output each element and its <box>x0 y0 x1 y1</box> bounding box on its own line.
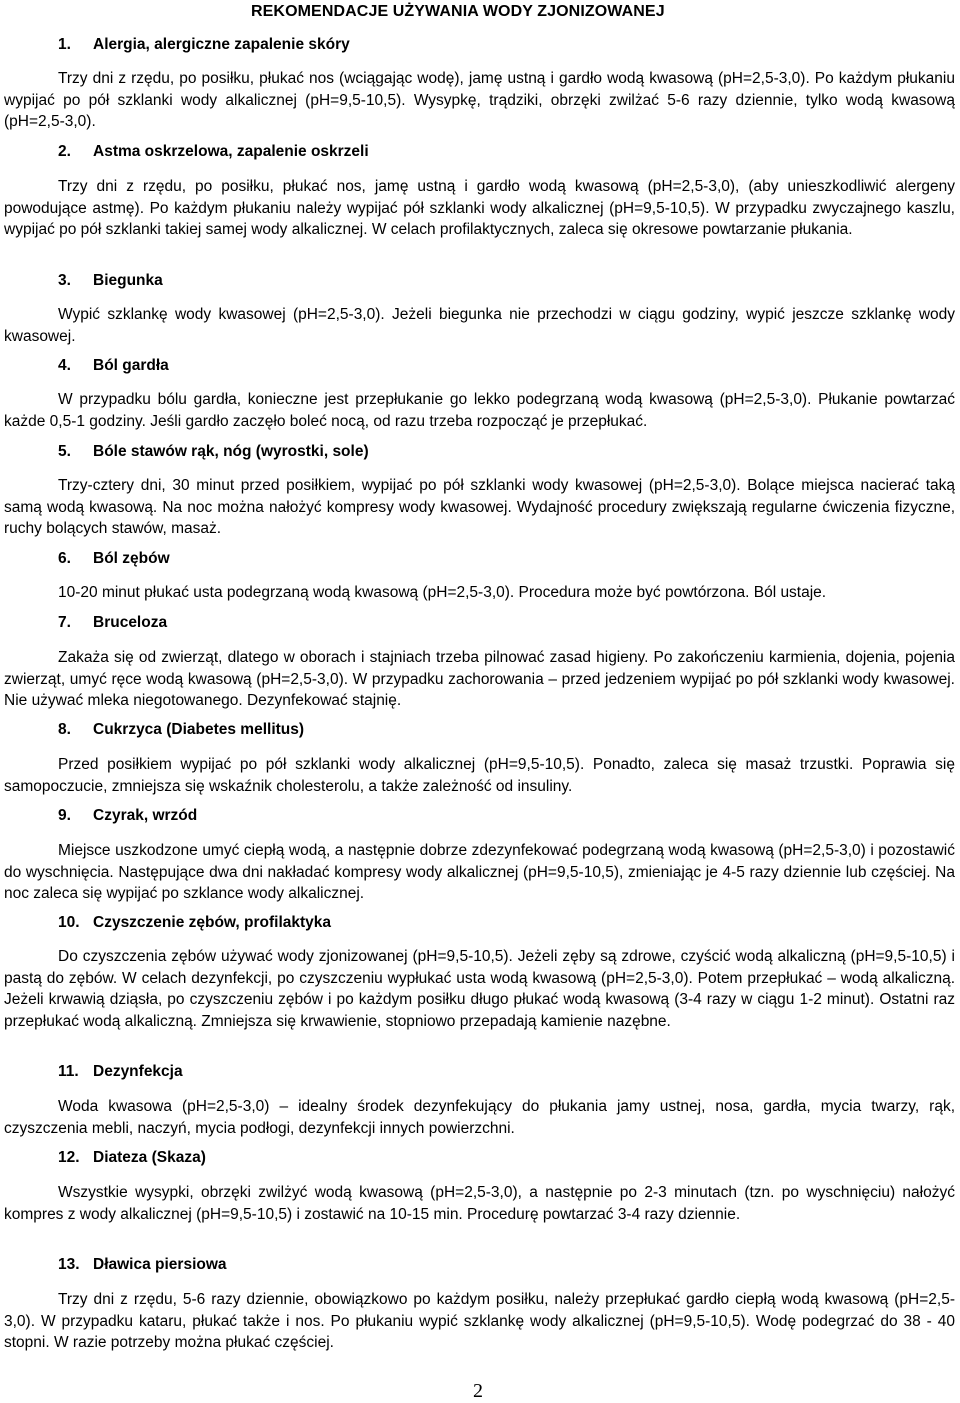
section-title: Astma oskrzelowa, zapalenie oskrzeli <box>93 143 369 160</box>
section-body: Trzy dni z rzędu, 5-6 razy dziennie, obowiązkowo po każdym posiłku, należy przepłukać gardło ciepłą wodą kwasową (pH=2,5-3,0). W przypadku kataru, płukać także i nos. Po płukaniu wypić szklankę wody alkalicznej (pH=9,5-10,5). Wodę podegrzać do 38 - 40 stopni. W razie potrzeby można płukać częściej. <box>4 1291 955 1351</box>
section-number: 12. <box>58 1149 80 1166</box>
section-body: Wypić szklankę wody kwasowej (pH=2,5-3,0). Jeżeli biegunka nie przechodzi w ciągu godziny, wypić jeszcze szklankę wody kwasowej. <box>4 306 955 345</box>
section-body: Trzy-cztery dni, 30 minut przed posiłkiem, wypijać po pół szklanki wody kwasowej (pH=2,5-3,0). Bolące miejsca nacierać taką samą wodą kwasową. Na noc można nałożyć kompresy wody kwasowej. Wydajność procedury zwiększają regularne ćwiczenia fizyczne, ruchy bolących stawów, masaż. <box>4 477 955 537</box>
section-title: Ból gardła <box>93 357 169 374</box>
section-body: Zakaża się od zwierząt, dlatego w oborach i stajniach trzeba pilnować zasad higieny. Po zakończeniu karmienia, dojenia, pojenia zwierząt, umyć ręce wodą kwasową (pH=2,5-3,0). W przypadku zachorowania – przed jedzeniem wypijać po pół szklanki wody kwasowej. Nie używać mleka niegotowanego. Dezynfekować stajnię. <box>4 649 955 709</box>
section-title: Alergia, alergiczne zapalenie skóry <box>93 36 350 53</box>
section-heading <box>58 614 167 632</box>
section-heading <box>58 807 197 825</box>
section-title: Dławica piersiowa <box>93 1256 227 1273</box>
section-body: 10-20 minut płukać usta podegrzaną wodą kwasową (pH=2,5-3,0). Procedura może być powtórzona. Ból ustaje. <box>58 584 827 601</box>
section-body: Wszystkie wysypki, obrzęki zwilżyć wodą kwasową (pH=2,5-3,0), a następnie po 2-3 minutach (tzn. po wyschnięciu) nałożyć kompres z wody alkalicznej (pH=9,5-10,5) i zostawić na 10-15 min. Procedurę powtarzać 3-4 razy dziennie. <box>4 1184 955 1223</box>
section-heading <box>58 36 350 54</box>
section-number: 6. <box>58 550 71 567</box>
section-body: Miejsce uszkodzone umyć ciepłą wodą, a następnie dobrze zdezynfekować podegrzaną wodą kwasową (pH=2,5-3,0) i pozostawić do wyschnięcia. Następujące dwa dni nakładać kompresy wody alkalicznej (pH=9,5-10,5), zmieniając je 4-5 razy dziennie lub częściej. Na noc zaleca się wypijać po szklance wody alkalicznej. <box>4 842 955 902</box>
section-heading <box>58 272 163 290</box>
section-number: 7. <box>58 614 71 631</box>
section-heading <box>58 443 369 461</box>
section-heading <box>58 1063 183 1081</box>
section-number: 11. <box>58 1063 79 1080</box>
section-title: Biegunka <box>93 272 163 289</box>
section-number: 1. <box>58 36 71 53</box>
section-body: Przed posiłkiem wypijać po pół szklanki wody alkalicznej (pH=9,5-10,5). Ponadto, zaleca się masaż trzustki. Poprawia się samopoczucie, zmniejsza się wskaźnik cholesterolu, a także zależność od insuliny. <box>4 756 955 795</box>
section-title: Czyszczenie zębów, profilaktyka <box>93 914 332 931</box>
section-heading <box>58 1149 206 1167</box>
section-body: Trzy dni z rzędu, po posiłku, płukać nos (wciągając wodę), jamę ustną i gardło wodą kwasową (pH=2,5-3,0). Po każdym płukaniu wypijać po pół szklanki wody alkalicznej (pH=9,5-10,5). Wysypkę, trądziki, obrzęki zwilżać 5-6 razy dziennie, tylko wodą kwasową (pH=2,5-3,0). <box>4 70 955 130</box>
section-title: Ból zębów <box>93 550 170 567</box>
section-heading <box>58 1256 227 1274</box>
document-title: REKOMENDACJE UŻYWANIA WODY ZJONIZOWANEJ <box>251 3 665 20</box>
section-body: W przypadku bólu gardła, konieczne jest przepłukanie go lekko podegrzaną wodą kwasową (pH=2,5-3,0). Płukanie powtarzać każde 0,5-1 godziny. Jeśli gardło zaczęło boleć nocą, od razu trzeba rozpocząć je przepłukać. <box>4 391 955 430</box>
section-number: 13. <box>58 1256 80 1273</box>
section-heading <box>58 721 304 739</box>
section-number: 2. <box>58 143 71 160</box>
page-number: 2 <box>473 1380 483 1402</box>
section-number: 5. <box>58 443 71 460</box>
section-body: Trzy dni z rzędu, po posiłku, płukać nos, jamę ustną i gardło wodą kwasową (pH=2,5-3,0), (aby unieszkodliwić alergeny powodujące astmę). Po każdym płukaniu należy wypijać pół szklanki wody alkalicznej (pH=9,5-10,5). W przypadku zwyczajnego kaszlu, wypijać po pół szklanki takiej samej wody alkalicznej. W celach profilaktycznych, zaleca się okresowe powtarzanie płukania. <box>4 178 955 238</box>
section-number: 10. <box>58 914 80 931</box>
section-body: Woda kwasowa (pH=2,5-3,0) – idealny środek dezynfekujący do płukania jamy ustnej, nosa, gardła, mycia twarzy, rąk, czyszczenia mebli, naczyń, mycia podłogi, dezynfekcji innych powierzchni. <box>4 1098 955 1137</box>
section-heading <box>58 143 369 161</box>
section-number: 8. <box>58 721 71 738</box>
section-title: Bóle stawów rąk, nóg (wyrostki, sole) <box>93 443 369 460</box>
section-heading <box>58 550 170 568</box>
section-body: Do czyszczenia zębów używać wody zjonizowanej (pH=9,5-10,5). Jeżeli zęby są zdrowe, czyścić wodą alkaliczną (pH=9,5-10,5) i pastą do zębów. W celach dezynfekcji, po czyszczeniu wypłukać usta wodą kwasową (pH=2,5-3,0). Potem przepłukać – wodą alkaliczną. Jeżeli krwawią dziąsła, po czyszczeniu zębów i po każdym posiłku długo płukać wodą kwasową (3-4 razy w ciągu 1-2 minut). Ostatni raz przepłukać wodą alkaliczną. Zmniejsza się krwawienie, stopniowo przepadają kamienie nazębne. <box>4 948 955 1030</box>
section-title: Bruceloza <box>93 614 168 631</box>
section-heading <box>58 357 169 375</box>
section-title: Dezynfekcja <box>93 1063 183 1080</box>
section-number: 9. <box>58 807 71 824</box>
section-title: Cukrzyca (Diabetes mellitus) <box>93 721 305 738</box>
section-title: Diateza (Skaza) <box>93 1149 206 1166</box>
section-title: Czyrak, wrzód <box>93 807 198 824</box>
section-number: 3. <box>58 272 71 289</box>
section-heading <box>58 914 331 932</box>
section-number: 4. <box>58 357 71 374</box>
